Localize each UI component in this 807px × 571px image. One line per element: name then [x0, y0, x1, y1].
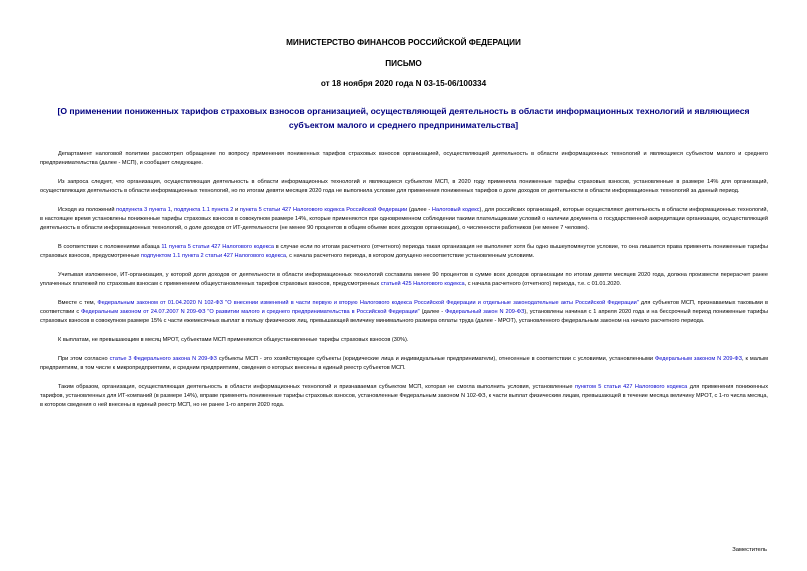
letter-body: [40, 150, 768, 420]
paragraph-text: для субъектов МСП, признаваемых таковыми в соответствии с: [40, 300, 768, 315]
paragraph-text: , с начала расчетного периода, в котором допущено несоответствие установленным условиям.: [286, 253, 535, 259]
paragraph-text: (далее -: [419, 309, 446, 315]
signature-title: Заместитель: [732, 547, 767, 553]
paragraph-text: , к малым предприятиям, в том числе к микропредприятиям, и средним предприятиям, сведения о которых внесены в единый реестр субъектов МСП.: [40, 356, 768, 371]
legal-reference-link[interactable]: подпункта 3 пункта 1: [116, 207, 171, 213]
legal-reference-link[interactable]: подпунктом 1.1 пункта 2 статьи 427 Налогового кодекса: [140, 253, 287, 259]
body-paragraph: [40, 336, 768, 345]
body-paragraph: [40, 243, 768, 261]
body-paragraph: [40, 178, 768, 196]
paragraph-text: Вместе с тем,: [58, 300, 98, 306]
paragraph-text: ), для российских организаций, которые осуществляют деятельность в области информационных технологий, в настоящее время установлены пониженные тарифы страховых взносов в совокупном размере 14%, которые применяются при одновременном соблюдении такими плательщиками условий о наличии документа о государственной аккредитации организации, осуществляющей деятельность в области информационных технологий, о доле доходов от ИТ-деятельности (не менее 90 процентов в общем объеме всех доходов организации), о численности работников (не менее 7 человек).: [40, 207, 768, 231]
paragraph-text: Таким образом, организация, осуществляющая деятельность в области информационных технологий и признаваемая субъектом МСП, которая не смогла выполнить условия, установленные: [58, 384, 575, 390]
document-type: ПИСЬМО: [385, 59, 422, 68]
body-paragraph: [40, 271, 768, 289]
paragraph-text: Исходя из положений: [58, 207, 117, 213]
paragraph-text: Департамент налоговой политики рассмотрел обращение по вопросу применения пониженных тарифов страховых взносов организацией, осуществляющей деятельность в области информационных технологий и являющиеся субъектом малого и среднего предпринимательства (далее - МСП), и сообщает следующее.: [40, 151, 768, 166]
paragraph-text: В соответствии с положениями абзаца: [58, 244, 162, 250]
body-paragraph: [40, 383, 768, 410]
legal-reference-link[interactable]: Федеральный закон N 209-ФЗ: [445, 309, 525, 315]
body-paragraph: [40, 150, 768, 168]
paragraph-text: К выплатам, не превышающим в месяц МРОТ, субъектами МСП применяются общеустановленные тарифы страховых взносов (30%).: [58, 337, 409, 343]
legal-reference-link[interactable]: пунктом 5 статьи 427 Налогового кодекса: [574, 384, 688, 390]
paragraph-text: для применения пониженных тарифов, установленных для ИТ-компаний (в размере 14%), вправе применять пониженные тарифы страховых взносов, установленные Федеральным законом N 102-ФЗ, к части выплат физическим лицам, превышающей в течение месяца величину МРОТ, с 1-го числа месяца, в котором сведения о ней внесены в единый реестр МСП, но не ранее 1-го апреля 2020 года.: [40, 384, 768, 408]
paragraph-text: Из запроса следует, что организация, осуществляющая деятельность в области информационных технологий и являющиеся субъектом МСП, в 2020 году применяла пониженные тарифы страховых взносов, установленные в размере 14% для организаций, осуществляющих деятельность в области информационных технологий, но по итогам девяти месяцев 2020 года не выполнила условие для применения пониженных тарифов о доле доходов от деятельности в области информационных технологий за данный период.: [40, 179, 768, 194]
paragraph-text: (далее -: [407, 207, 432, 213]
paragraph-text: ,: [170, 207, 175, 213]
paragraph-text: ), установлены начиная с 1 апреля 2020 года и на бессрочный период пониженные тарифы страховых взносов в совокупном размере 15% с части ежемесячных выплат в пользу физических лиц, превышающей величину минимального размера оплаты труда (далее - МРОТ), установленного федеральным законом на начало расчетного периода.: [40, 309, 769, 324]
ministry-title: МИНИСТЕРСТВО ФИНАНСОВ РОССИЙСКОЙ ФЕДЕРАЦИИ: [286, 38, 521, 47]
paragraph-text: в случае если по итогам расчетного (отчетного) периода такая организация не выполняет хотя бы одно вышеупомянутое условие, то она лишается права применять пониженные тарифы страховых взносов, предусмотренные: [40, 244, 768, 259]
body-paragraph: [40, 206, 768, 233]
body-paragraph: [40, 299, 768, 326]
legal-reference-link[interactable]: статье 3 Федерального закона N 209-ФЗ: [109, 356, 217, 362]
legal-reference-link[interactable]: Федеральным законом N 209-ФЗ: [654, 356, 742, 362]
legal-reference-link[interactable]: подпункта 1.1 пункта 2: [174, 207, 234, 213]
paragraph-text: субъекты МСП - это хозяйствующие субъекты (юридические лица и индивидуальные предприниматели), отнесенные в соответствии с условиями, установленными: [216, 356, 655, 362]
paragraph-text: Учитывая изложенное, ИТ-организация, у которой доля доходов от деятельности в области информационных технологий составила менее 90 процентов в сумме всех доходов организации по итогам девяти месяцев 2020 года, должна произвести перерасчет ранее уплаченных платежей по страховым взносам с применением общеустановленных тарифов страховых взносов, предусмотренных: [40, 272, 768, 287]
legal-reference-link[interactable]: Налоговый кодекс: [431, 207, 480, 213]
legal-reference-link[interactable]: статьей 425 Налогового кодекса: [380, 281, 465, 287]
body-paragraph: [40, 355, 768, 373]
paragraph-text: , с начала расчетного (отчетного) периода, т.е. с 01.01.2020.: [464, 281, 622, 287]
document-subject: [О применении пониженных тарифов страховых взносов организацией, осуществляющей деятельность в области информационных технологий и являющиеся субъектом малого и среднего предпринимательства]: [57, 106, 750, 130]
legal-reference-link[interactable]: пункта 5 статьи 427 Налогового кодекса Российской Федерации: [239, 207, 408, 213]
paragraph-text: При этом согласно: [58, 356, 110, 362]
document-date-number: от 18 ноября 2020 года N 03-15-06/100334: [320, 79, 487, 88]
paragraph-text: и: [233, 207, 240, 213]
legal-reference-link[interactable]: 11 пункта 5 статьи 427 Налогового кодекса: [161, 244, 274, 250]
legal-reference-link[interactable]: Федеральным законом от 01.04.2020 N 102-ФЗ "О внесении изменений в части первую и вторую Налогового кодекса Российской Федерации и отдельные законодательные акты Российской Федерации": [97, 300, 639, 306]
legal-reference-link[interactable]: Федеральным законом от 24.07.2007 N 209-ФЗ "О развитии малого и среднего предпринимательства в Российской Федерации": [81, 309, 420, 315]
